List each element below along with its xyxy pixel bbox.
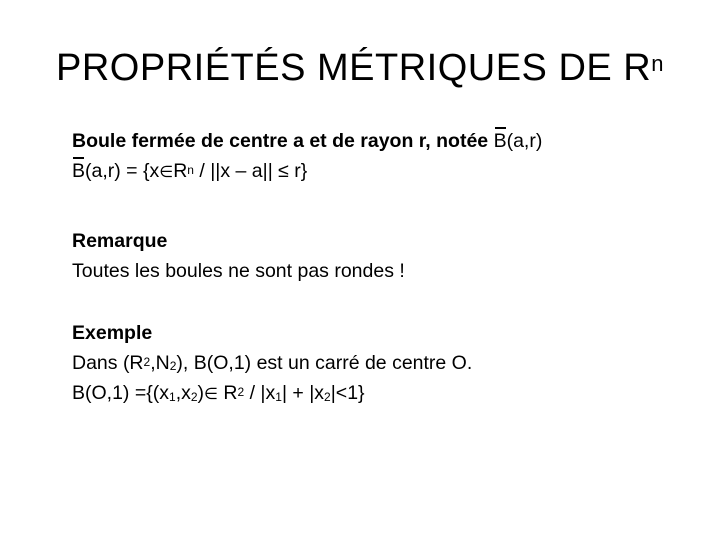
formula-space-exponent: n bbox=[187, 163, 194, 177]
closed-ball-args: (a,r) bbox=[506, 130, 543, 152]
example-line2-part: ,x bbox=[175, 382, 191, 404]
example-line2-part: |<1} bbox=[330, 382, 365, 404]
example-line2-part: B(O,1) ={(x bbox=[72, 382, 169, 404]
example-line2-subscript: 1 bbox=[275, 390, 282, 404]
element-of-symbol: ∈ bbox=[204, 384, 218, 403]
example-line1-part: Dans (R bbox=[72, 352, 144, 374]
example-line1-part: ,N bbox=[150, 352, 170, 374]
example-line2-part: | + |x bbox=[281, 382, 325, 404]
example-line2-part: ) bbox=[197, 382, 205, 404]
definition-heading-line bbox=[72, 126, 542, 156]
formula-ball-args: (a,r) = {x bbox=[85, 160, 160, 182]
example-line2-exponent: 2 bbox=[237, 385, 245, 399]
example-heading: Exemple bbox=[72, 322, 153, 344]
definition-heading: Boule fermée de centre a et de rayon r, notée bbox=[72, 130, 494, 152]
example-line2-part: / |x bbox=[244, 382, 276, 404]
remark-text: Toutes les boules ne sont pas rondes ! bbox=[72, 260, 405, 282]
example-line-1 bbox=[72, 348, 472, 378]
element-of-symbol: ∈ bbox=[159, 162, 174, 181]
definition-formula-line bbox=[72, 156, 542, 186]
formula-ball-symbol: B bbox=[72, 156, 85, 186]
slide-title-superscript: n bbox=[651, 51, 664, 76]
example-block bbox=[72, 318, 472, 408]
example-line1-exponent: 2 bbox=[143, 355, 151, 369]
formula-condition: / ||x – a|| ≤ r} bbox=[193, 160, 308, 182]
slide-title-text: PROPRIÉTÉS MÉTRIQUES DE R bbox=[56, 47, 652, 89]
slide-title bbox=[0, 44, 720, 92]
example-line2-subscript: 1 bbox=[169, 390, 176, 404]
remark-heading: Remarque bbox=[72, 230, 168, 252]
closed-ball-symbol: B bbox=[494, 126, 507, 156]
example-line-2 bbox=[72, 378, 472, 408]
example-line2-subscript: 2 bbox=[324, 390, 331, 404]
example-line2-part: R bbox=[217, 382, 238, 404]
formula-space: R bbox=[173, 160, 188, 182]
definition-block bbox=[72, 126, 542, 186]
example-line2-subscript: 2 bbox=[190, 390, 198, 404]
example-line1-part: ), B(O,1) est un carré de centre O. bbox=[176, 352, 473, 374]
example-line1-subscript: 2 bbox=[169, 359, 177, 373]
remark-block bbox=[72, 226, 405, 286]
